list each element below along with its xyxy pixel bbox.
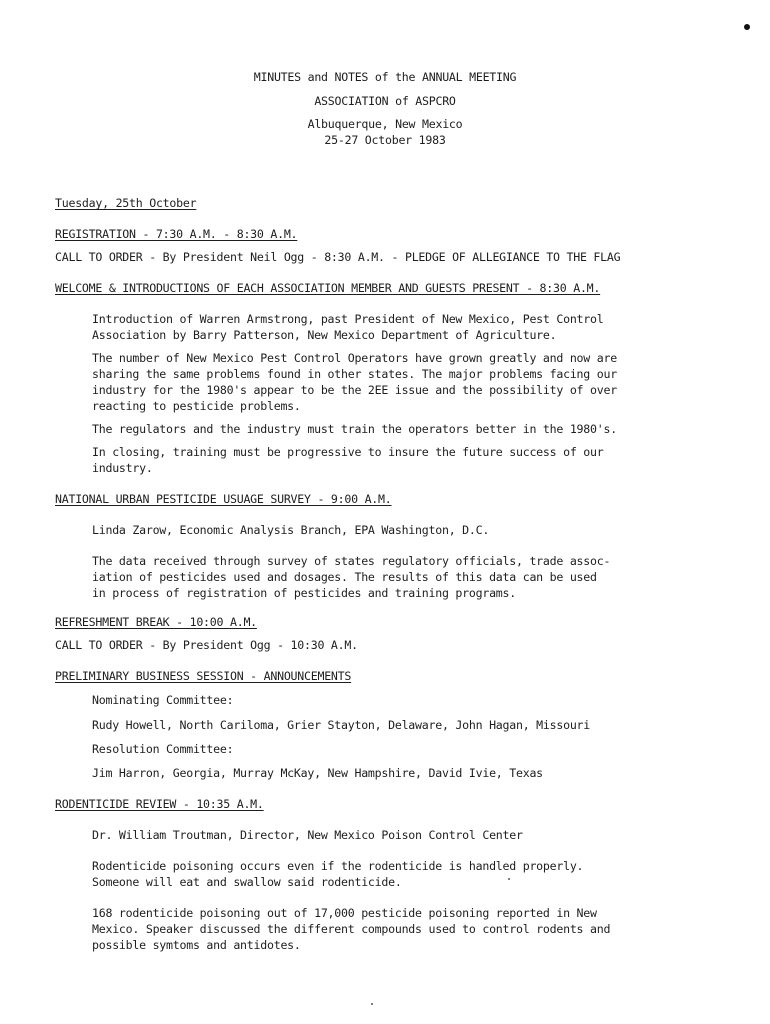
rodenticide-paragraph-line: Mexico. Speaker discussed the different compounds used to control rodents and xyxy=(92,922,611,936)
nominating-committee-label: Nominating Committee: xyxy=(92,693,234,707)
welcome-heading: WELCOME & INTRODUCTIONS OF EACH ASSOCIATION MEMBER AND GUESTS PRESENT - 8:30 A.M. xyxy=(55,281,601,295)
resolution-committee-members: Jim Harron, Georgia, Murray McKay, New Hampshire, David Ivie, Texas xyxy=(92,766,543,780)
call-to-order-second-line: CALL TO ORDER - By President Ogg - 10:30 A.M. xyxy=(55,638,358,652)
meeting-location: Albuquerque, New Mexico xyxy=(307,117,463,131)
survey-paragraph-line: The data received through survey of states regulatory officials, trade assoc- xyxy=(92,554,611,568)
scan-speck xyxy=(508,878,510,880)
rodenticide-paragraph-line: possible symtoms and antidotes. xyxy=(92,938,301,952)
call-to-order-line: CALL TO ORDER - By President Neil Ogg - 8:30 A.M. - PLEDGE OF ALLEGIANCE TO THE FLAG xyxy=(55,250,621,264)
survey-paragraph-line: in process of registration of pesticides and training programs. xyxy=(92,586,516,600)
margin-dot-mark xyxy=(744,24,750,30)
nominating-committee-members: Rudy Howell, North Cariloma, Grier Stayton, Delaware, John Hagan, Missouri xyxy=(92,718,591,732)
rodenticide-heading: RODENTICIDE REVIEW - 10:35 A.M. xyxy=(55,797,264,811)
business-session-heading: PRELIMINARY BUSINESS SESSION - ANNOUNCEMENTS xyxy=(55,669,352,683)
refreshment-break-heading: REFRESHMENT BREAK - 10:00 A.M. xyxy=(55,615,257,629)
survey-speaker: Linda Zarow, Economic Analysis Branch, EPA Washington, D.C. xyxy=(92,523,490,537)
association-name: ASSOCIATION of ASPCRO xyxy=(314,94,456,108)
welcome-paragraph-line: industry for the 1980's appear to be the 2EE issue and the possibility of over xyxy=(92,383,617,397)
rodenticide-paragraph-line: Rodenticide poisoning occurs even if the rodenticide is handled properly. xyxy=(92,859,584,873)
rodenticide-paragraph-line: Someone will eat and swallow said rodenticide. xyxy=(92,875,402,889)
welcome-paragraph-line: sharing the same problems found in other states. The major problems facing our xyxy=(92,367,617,381)
day-heading: Tuesday, 25th October xyxy=(55,196,197,210)
registration-heading: REGISTRATION - 7:30 A.M. - 8:30 A.M. xyxy=(55,227,298,241)
resolution-committee-label: Resolution Committee: xyxy=(92,742,234,756)
welcome-paragraph-line: industry. xyxy=(92,461,153,475)
welcome-paragraph-line: The regulators and the industry must train the operators better in the 1980's. xyxy=(92,422,617,436)
meeting-dates: 25-27 October 1983 xyxy=(324,133,446,147)
document-title: MINUTES and NOTES of the ANNUAL MEETING xyxy=(253,70,517,84)
rodenticide-speaker: Dr. William Troutman, Director, New Mexico Poison Control Center xyxy=(92,828,523,842)
survey-paragraph-line: iation of pesticides used and dosages. The results of this data can be used xyxy=(92,570,597,584)
welcome-paragraph-line: reacting to pesticide problems. xyxy=(92,399,301,413)
scan-speck xyxy=(371,1003,373,1005)
welcome-paragraph-line: The number of New Mexico Pest Control Operators have grown greatly and now are xyxy=(92,351,617,365)
rodenticide-paragraph-line: 168 rodenticide poisoning out of 17,000 pesticide poisoning reported in New xyxy=(92,906,597,920)
welcome-paragraph-line: In closing, training must be progressive to insure the future success of our xyxy=(92,445,604,459)
welcome-paragraph-line: Association by Barry Patterson, New Mexico Department of Agriculture. xyxy=(92,328,557,342)
survey-heading: NATIONAL URBAN PESTICIDE USUAGE SURVEY - 9:00 A.M. xyxy=(55,492,392,506)
welcome-paragraph-line: Introduction of Warren Armstrong, past President of New Mexico, Pest Control xyxy=(92,312,604,326)
